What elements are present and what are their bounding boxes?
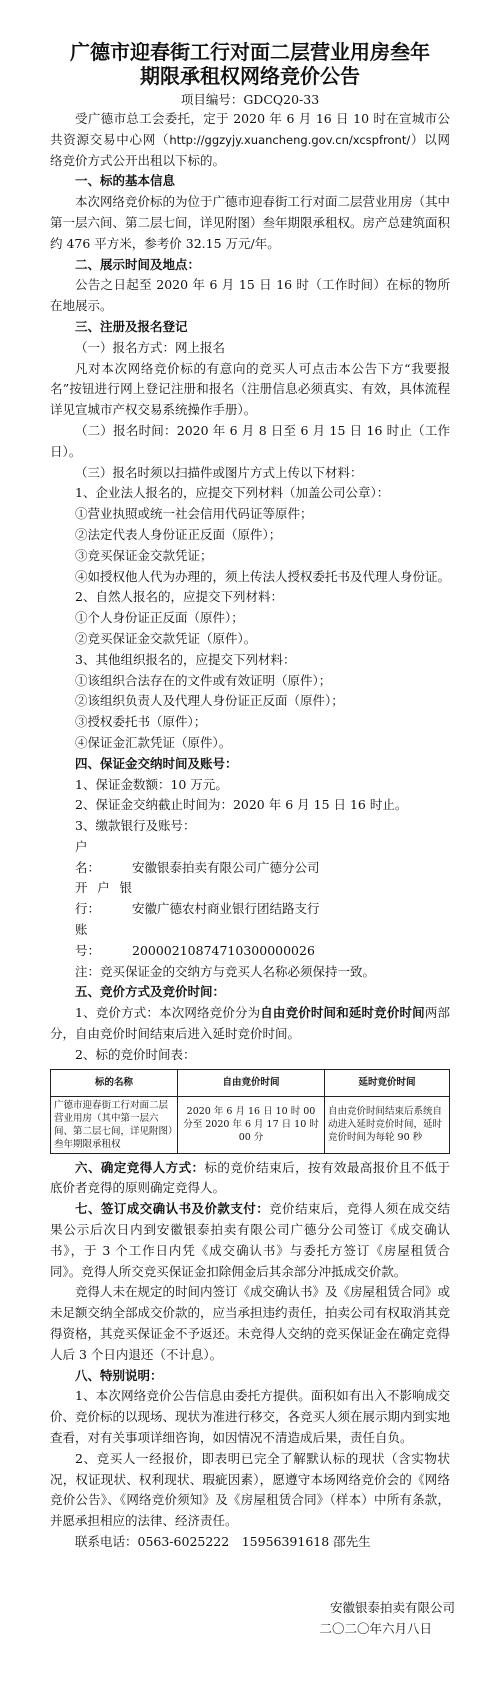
section-1-body: 本次网络竞价标的为位于广德市迎春街工行对面二层营业用房（其中第一层六间、第二层七间，详见附图）叁年期限承租权。房产总建筑面积约 476 平方米，参考价 32.15 万元/年。 xyxy=(50,194,451,251)
bidding-method-text-2: 两部分，自由竞价时间结束后进入延时竞价时间。 xyxy=(50,1005,450,1042)
organization-materials-heading: 3、其他组织报名的，应提交下列材料： xyxy=(75,651,296,667)
registration-instructions: 凡对本次网络竞价标的有意向的竞买人可点击本公告下方“我要报名”按钮进行网上登记注册和报名（注册信息必须真实、有效，具体流程详见宣城市产权交易系统操作手册）。 xyxy=(50,360,450,418)
account-number-value: 20000210874710300000026 xyxy=(132,942,315,958)
registration-time: （二）报名时间：2020 年 6 月 8 日至 6 月 15 日 16 时止（工作日）。 xyxy=(50,422,450,459)
account-name-label: 户 名： xyxy=(75,838,113,875)
list-item: ②竞买保证金交款凭证（原件）。 xyxy=(75,630,257,646)
section-3-heading: 三、注册及报名登记 xyxy=(75,318,188,334)
account-name-row xyxy=(50,837,450,879)
signature-block xyxy=(0,1597,500,1639)
table-cell-free-time: 2020 年 6 月 16 日 10 时 00 分至 2020 年 6 月 17 日 10 时 00 分 xyxy=(178,1096,325,1153)
section-2-heading: 二、展示时间及地点： xyxy=(75,256,201,272)
intro-paragraph xyxy=(50,109,450,171)
intro-text-1: 受广德市总工会委托，定于 2020 年 6 月 16 日 10 时在宣城市公共资源交易中心网（ xyxy=(50,111,450,147)
signature-company: 安徽银泰拍卖有限公司 xyxy=(329,1600,455,1615)
deposit-amount: 1、保证金数额：10 万元。 xyxy=(75,776,228,792)
deposit-deadline: 2、保证金交纳截止时间为：2020 年 6 月 15 日 16 时止。 xyxy=(75,797,408,813)
list-item: ①个人身份证正反面（原件）； xyxy=(75,610,244,626)
section-1-heading: 一、标的基本信息 xyxy=(75,173,176,189)
special-note-1: 1、本次网络竞价公告信息由委托方提供。面积如有出入不影响成交价、竞价标的以现场、现状为准进行移交，各竞买人须在展示期内到实地查看，对有关事项详细咨询，如因情况不清造成后果，责任自负。 xyxy=(50,1388,451,1446)
section-6 xyxy=(50,1158,450,1200)
signature-date: 二〇二〇年六月八日 xyxy=(319,1621,432,1636)
bidding-method-bold: 自由竞价时间和延时竞价时间 xyxy=(260,1005,425,1021)
column-header: 自由竞价时间 xyxy=(178,1069,325,1096)
bank-account-heading: 3、缴款银行及账号： xyxy=(75,818,196,834)
bidding-schedule-table xyxy=(50,1069,450,1154)
section-6-heading: 六、确定竞得人方式： xyxy=(75,1159,205,1175)
list-item: ②该组织负责人及代理人身份证正反面（原件）； xyxy=(75,693,344,709)
title-line-2: 期限承租权网络竞价公告 xyxy=(140,64,360,88)
table-row xyxy=(51,1096,450,1153)
intro-text-2: ）以网络竞价方式公开出租以下标的。 xyxy=(50,131,450,168)
section-7-heading: 七、签订成交确认书及价款支付： xyxy=(75,1201,270,1217)
section-7-body-2: 竞得人未在规定的时间内签订《成交确认书》及《房屋租赁合同》或未足额交纳全部成交价款的，应当承担违约责任，拍卖公司有权取消其竞得资格，其竞买保证金不予返还。未竞得人交纳的竞买保证金在确定竞得人后 3 个日内退还（不计息）。 xyxy=(50,1284,451,1362)
section-7 xyxy=(50,1199,450,1282)
table-cell-delay-time: 自由竞价时间结束后系统自动进入延时竞价时间，延时竞价时间为每轮 90 秒 xyxy=(325,1096,450,1153)
project-number: 项目编号：GDCQ20-33 xyxy=(180,92,320,107)
corporate-materials-heading: 1、企业法人报名的，应提交下列材料（加盖公司公章）： xyxy=(75,485,390,501)
account-number-row xyxy=(50,920,450,962)
section-4-heading: 四、保证金交纳时间及账号： xyxy=(75,755,238,771)
account-number-label: 账 号： xyxy=(75,922,113,958)
list-item: ④如授权他人代为办理的，须上传法人授权委托书及代理人身份证。 xyxy=(75,568,451,584)
account-name-value: 安徽银泰拍卖有限公司广德分公司 xyxy=(132,859,320,875)
account-bank-value: 安徽广德农村商业银行团结路支行 xyxy=(132,901,320,917)
column-header: 标的名称 xyxy=(51,1069,178,1096)
table-header-row xyxy=(51,1069,450,1096)
bidding-method-text-1: 1、竞价方式：本次网络竞价分为 xyxy=(75,1005,261,1021)
document-title xyxy=(50,40,450,88)
individual-materials-heading: 2、自然人报名的，应提交下列材料： xyxy=(75,589,283,605)
special-note-2: 2、竞买人一经报价，即表明已完全了解默认标的现状（含实物状况，权证现状、权利现状、瑕疵因素），愿遵守本场网络竞价会的《网络竞价公告》、《网络竞价须知》及《房屋租赁合同》（样本）中所有条款，并愿承担相应的法律、经济责任。 xyxy=(50,1450,450,1529)
list-item: ③授权委托书（原件）； xyxy=(75,714,207,730)
section-6-body: 标的竞价结束后，按有效最高报价且不低于底价者竞得的原则确定竞得人。 xyxy=(50,1159,450,1196)
table-cell-name: 广德市迎春街工行对面二层营业用房（其中第一层六间、第二层七间，详见附图）叁年期限承租权 xyxy=(51,1096,178,1153)
account-bank-label: 开户银行： xyxy=(75,880,132,917)
contact-phone: 联系电话：0563-6025222 15956391618 邵先生 xyxy=(75,1534,371,1549)
list-item: ④保证金汇款凭证（原件）。 xyxy=(75,734,232,750)
section-7-body-1: 竞价结束后，竞得人须在成交结果公示后次日内到安徽银泰拍卖有限公司广德分公司签订《成交确认书》，于 3 个工作日内凭《成交确认书》与委托方签订《房屋租赁合同》。竞得人所交竞买保证金扣除佣金后其余部分冲抵成交价款。 xyxy=(50,1201,450,1279)
list-item: ③竞买保证金交款凭证； xyxy=(75,547,213,563)
list-item: ②法定代表人身份证正反面（原件）； xyxy=(75,526,282,542)
section-8-heading: 八、特别说明： xyxy=(75,1367,163,1383)
deposit-note: 注：竞买保证金的交纳方与竞买人名称必须保持一致。 xyxy=(75,963,376,979)
column-header: 延时竞价时间 xyxy=(325,1069,450,1096)
list-item: ①营业执照或统一社会信用代码证等原件； xyxy=(75,506,313,522)
section-5-heading: 五、竞价方式及竞价时间： xyxy=(75,984,226,1000)
upload-materials-intro: （三）报名时须以扫描件或图片方式上传以下材料： xyxy=(75,464,363,480)
bidding-method xyxy=(50,1003,450,1045)
title-line-1: 广德市迎春街工行对面二层营业用房叁年 xyxy=(70,40,430,64)
list-item: ①该组织合法存在的文件或有效证明（原件）； xyxy=(75,672,332,688)
schedule-table-title: 2、标的竞价时间表： xyxy=(75,1046,196,1062)
trading-center-link[interactable]: http://ggzyjy.xuancheng.gov.cn/xcspfront/ xyxy=(169,132,411,147)
section-2-body: 公告之日起至 2020 年 6 月 15 日 16 时（工作时间）在标的物所在地展示。 xyxy=(50,277,450,314)
account-bank-row xyxy=(50,878,450,920)
registration-method: （一）报名方式：网上报名 xyxy=(75,339,226,355)
